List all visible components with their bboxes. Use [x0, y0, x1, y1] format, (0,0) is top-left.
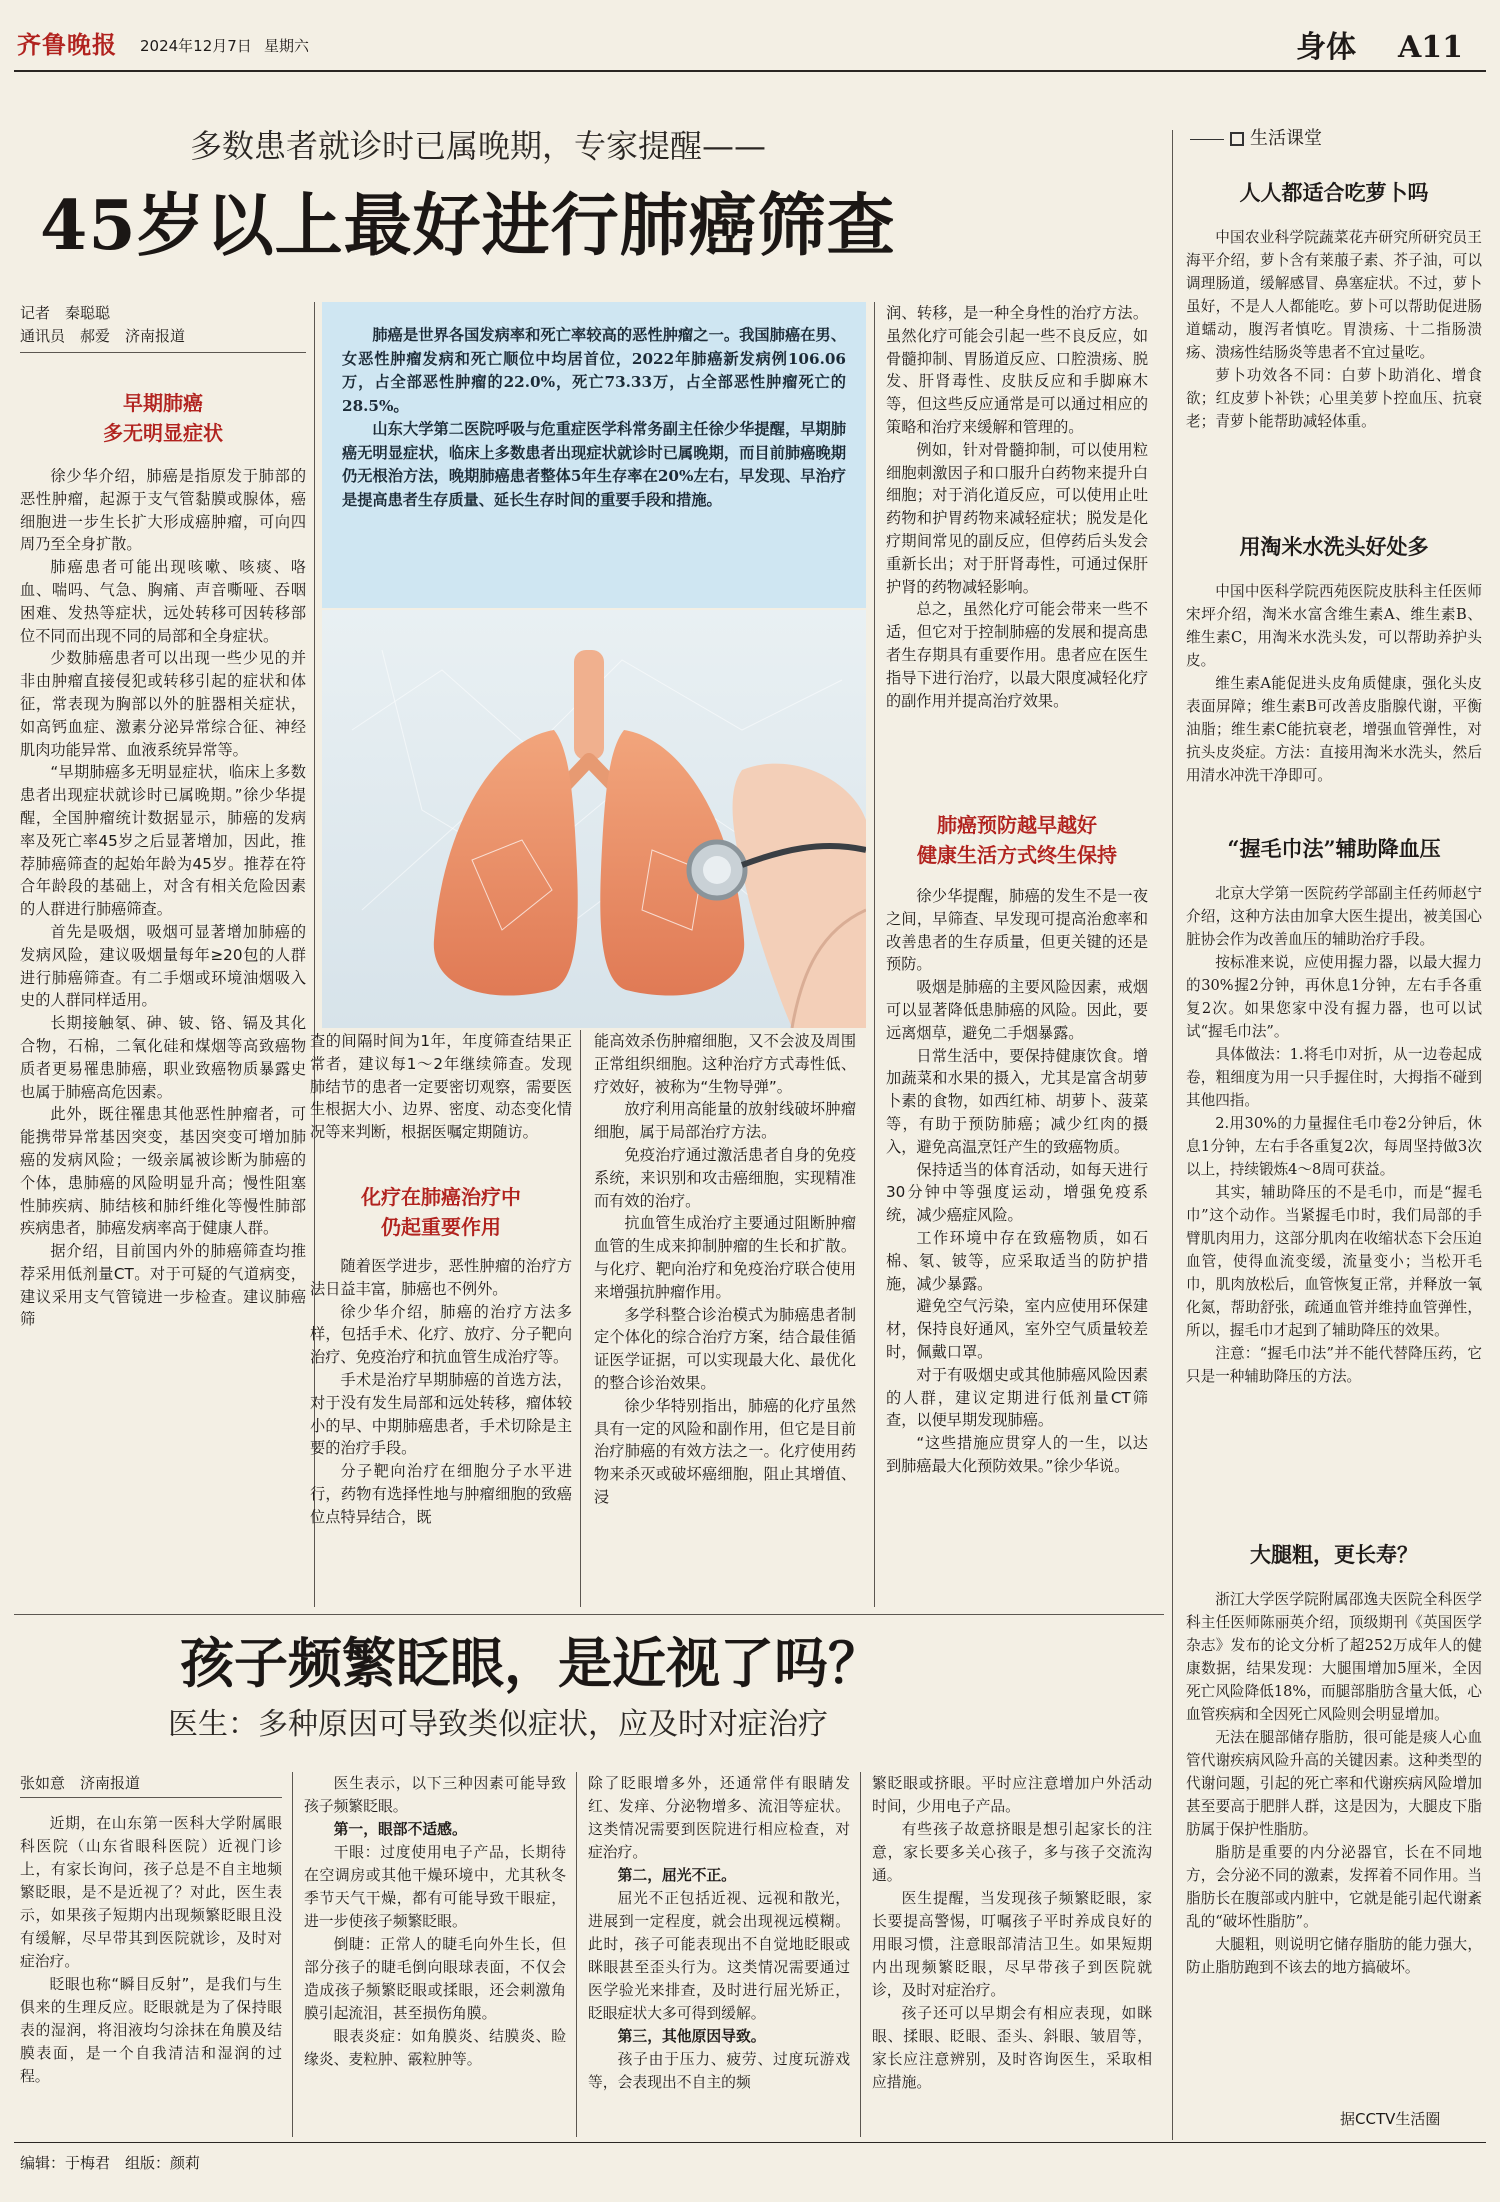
sidebar-divider: [1172, 130, 1173, 2140]
paragraph: 繁眨眼或挤眼。平时应注意增加户外活动时间，少用电子产品。: [872, 1775, 1152, 1815]
subhead-line: 肺癌预防越早越好: [937, 813, 1097, 837]
article1-column-2: [310, 1030, 572, 1144]
sidebar-item-radish: [1186, 226, 1482, 433]
sidebar-source: 据CCTV生活圈: [1340, 2110, 1441, 2128]
article2-column-2: [304, 1772, 566, 2071]
issue-date: 2024年12月7日: [140, 37, 252, 55]
paragraph: 维生素A能促进头皮角质健康，强化头皮表面屏障；维生素B可改善皮脂腺代谢，平衡油脂；维生素C能抗衰老，增强血管弹性，对抗头皮炎症。方法：直接用淘米水洗头，然后用清水冲洗干净即可。: [1186, 675, 1482, 784]
section-name: 身体: [1296, 30, 1356, 65]
sidebar-title-rice-water: 用淘米水洗头好处多: [1239, 534, 1429, 559]
article1-headline: 45岁以上最好进行肺癌筛查: [40, 186, 896, 266]
subhead-chemotherapy: [310, 1182, 572, 1242]
subhead-line: 多无明显症状: [103, 421, 223, 445]
article1-column-3: [594, 1030, 856, 1509]
sidebar-item-thick-thighs: [1186, 1588, 1482, 1979]
paragraph: 无法在腿部储存脂肪，很可能是痰人心血管代谢疾病风险升高的关键因素。这种类型的代谢问题，引起的死亡率和代谢疾病风险增加甚至要高于肥胖人群，这是因为，大腿皮下脂肪属于保护性脂肪。: [1186, 1729, 1482, 1838]
paragraph: 长期接触氡、砷、铍、铬、镉及其化合物，石棉，二氧化硅和煤烟等高致癌物质者更易罹患肺癌，职业致癌物质暴露史也属于肺癌高危因素。: [20, 1014, 306, 1101]
paragraph: 倒睫：正常人的睫毛向外生长，但部分孩子的睫毛倒向眼球表面，不仅会造成孩子频繁眨眼或揉眼，还会刺激角膜引起流泪，甚至损伤角膜。: [304, 1936, 566, 2022]
paragraph: 能高效杀伤肿瘤细胞，又不会波及周围正常组织细胞。这种治疗方式毒性低、疗效好，被称为“生物导弹”。: [594, 1032, 856, 1096]
paragraph: 徐少华介绍，肺癌的治疗方法多样，包括手术、化疗、放疗、分子靶向治疗、免疫治疗和抗血管生成治疗等。: [310, 1302, 572, 1367]
paragraph: 据介绍，目前国内外的肺癌筛查均推荐采用低剂量CT。对于可疑的气道病变，建议采用支气管镜进一步检查。建议肺癌筛: [20, 1242, 306, 1329]
paragraph: 放疗利用高能量的放射线破坏肿瘤细胞，属于局部治疗方法。: [594, 1100, 856, 1142]
sidebar-title-towel-grip: “握毛巾法”辅助降血压: [1227, 836, 1441, 861]
paragraph: 浙江大学医学院附属邵逸夫医院全科医学科主任医师陈丽英介绍，顶级期刊《英国医学杂志》发布的论文分析了超252万成年人的健康数据，结果发现：大腿围增加5厘米，全因死亡风险降低18%，而腿部脂肪含量大低，心血管疾病和全因死亡风险则会明显增加。: [1186, 1591, 1482, 1723]
article2-column-3: [588, 1772, 850, 2094]
sidebar-label-rule: [1190, 139, 1224, 140]
paragraph: 手术是治疗早期肺癌的首选方法，对于没有发生局部和远处转移，瘤体较小的早、中期肺癌患者，手术切除是主要的治疗手段。: [310, 1370, 572, 1458]
paragraph: 孩子还可以早期会有相应表现，如眯眼、揉眼、眨眼、歪头、斜眼、皱眉等，家长应注意辨别，及时咨询医生，采取相应措施。: [872, 2005, 1152, 2091]
paragraph: 润、转移，是一种全身性的治疗方法。虽然化疗可能会引起一些不良反应，如骨髓抑制、胃肠道反应、口腔溃疡、脱发、肝肾毒性、皮肤反应和手脚麻木等，但这些反应通常是可以通过相应的策略和治疗来缓解和管理的。: [886, 304, 1148, 436]
column-divider: [292, 1772, 293, 2137]
sidebar-label: [1190, 128, 1322, 150]
paragraph: 保持适当的体育活动，如每天进行30分钟中等强度运动，增强免疫系统，减少癌症风险。: [886, 1160, 1148, 1225]
paragraph: 中国中医科学院西苑医院皮肤科主任医师宋坪介绍，淘米水富含维生素A、维生素B、维生素C，用淘米水洗头发，可以帮助养护头皮。: [1186, 583, 1482, 669]
footer-rule: [14, 2142, 1486, 2143]
paragraph: 避免空气污染，室内应使用环保建材，保持良好通风，室外空气质量较差时，佩戴口罩。: [886, 1297, 1148, 1361]
article2-column-4: [872, 1772, 1152, 2094]
paragraph: 近期，在山东第一医科大学附属眼科医院（山东省眼科医院）近视门诊上，有家长询问，孩子总是不自主地频繁眨眼，是不是近视了？对此，医生表示，如果孩子短期内出现频繁眨眼且没有缓解，尽早带其到医院就诊，及时对症治疗。: [20, 1815, 282, 1970]
square-icon: [1230, 132, 1244, 146]
paragraph: 随着医学进步，恶性肿瘤的治疗方法日益丰富，肺癌也不例外。: [310, 1257, 572, 1298]
paragraph: 眨眼也称“瞬目反射”，是我们与生俱来的生理反应。眨眼就是为了保持眼表的湿润，将泪液均匀涂抹在角膜及结膜表面，是一个自我清洁和湿润的过程。: [20, 1976, 282, 2085]
article2-column-1: [20, 1812, 282, 2088]
column-divider: [580, 1030, 581, 1607]
paragraph: 查的间隔时间为1年，年度筛查结果正常者，建议每1～2年继续筛查。发现肺结节的患者一定要密切观察，需要医生根据大小、边界、密度、动态变化情况等来判断，根据医嘱定期随访。: [310, 1032, 572, 1142]
masthead-logo: 齐鲁晚报: [17, 30, 117, 59]
paragraph: 北京大学第一医院药学部副主任药师赵宁介绍，这种方法由加拿大医生提出，被美国心脏协会作为改善血压的辅助治疗手段。: [1186, 885, 1482, 948]
paragraph: 具体做法：1.将毛巾对折，从一边卷起成卷，粗细度为用一只手握住时，大拇指不碰到其他四指。: [1186, 1046, 1482, 1109]
paragraph: 有些孩子故意挤眼是想引起家长的注意，家长要多关心孩子，多与孩子交流沟通。: [872, 1821, 1152, 1884]
intro-box: [322, 302, 866, 608]
paragraph: 徐少华介绍，肺癌是指原发于肺部的恶性肿瘤，起源于支气管黏膜或腺体，癌细胞进一步生长扩大形成癌肿瘤，可向四周乃至全身扩散。: [20, 467, 306, 554]
paragraph: 萝卜功效各不同：白萝卜助消化、增食欲；红皮萝卜补铁；心里美萝卜控血压、抗衰老；青萝卜能帮助减轻体重。: [1186, 367, 1482, 430]
paragraph: 大腿粗，则说明它储存脂肪的能力强大，防止脂肪跑到不该去的地方搞破坏。: [1186, 1936, 1482, 1976]
trachea-shape: [574, 650, 604, 760]
paragraph: 对于有吸烟史或其他肺癌风险因素的人群，建议定期进行低剂量CT筛查，以便早期发现肺癌。: [886, 1365, 1148, 1430]
paragraph-subheading: 第二，屈光不正。: [617, 1867, 736, 1884]
paragraph: 免疫治疗通过激活患者自身的免疫系统，来识别和攻击癌细胞，实现精准而有效的治疗。: [594, 1145, 856, 1210]
header-rule: [14, 70, 1486, 72]
paragraph: 吸烟是肺癌的主要风险因素，戒烟可以显著降低患肺癌的风险。因此，要远离烟草，避免二手烟暴露。: [886, 978, 1148, 1042]
paragraph: 除了眨眼增多外，还通常伴有眼睛发红、发痒、分泌物增多、流泪等症状。这类情况需要到医院进行相应检查，对症治疗。: [588, 1775, 850, 1861]
paragraph: 屈光不正包括近视、远视和散光，进展到一定程度，就会出现视远模糊。此时，孩子可能表现出不自觉地眨眼或眯眼甚至歪头行为。这类情况需要通过医学验光来排查，及时进行屈光矫正，眨眼症状大多可得到缓解。: [588, 1890, 850, 2022]
paragraph: 干眼：过度使用电子产品，长期待在空调房或其他干燥环境中，尤其秋冬季节天气干燥，都有可能导致干眼症，进一步使孩子频繁眨眼。: [304, 1844, 566, 1930]
paragraph: 徐少华提醒，肺癌的发生不是一夜之间，早筛查、早发现可提高治愈率和改善患者的生存质量，但更关键的还是预防。: [886, 887, 1148, 974]
column-divider: [874, 302, 875, 1607]
intro-paragraph: 肺癌是世界各国发病率和死亡率较高的恶性肿瘤之一。我国肺癌在男、女恶性肿瘤发病和死亡顺位中均居首位，2022年肺癌新发病例106.06万，占全部恶性肿瘤的22.0%，死亡73.33万，占全部恶性肿瘤死亡的28.5%。: [342, 326, 846, 415]
sidebar-title-radish: 人人都适合吃萝卜吗: [1239, 180, 1429, 205]
paragraph: 总之，虽然化疗可能会带来一些不适，但它对于控制肺癌的发展和提高患者生存期具有重要作用。患者应在医生指导下进行治疗，以最大限度减轻化疗的副作用并提高治疗效果。: [886, 600, 1148, 710]
paragraph: 2.用30%的力量握住毛巾卷2分钟后，休息1分钟，左右手各重复2次，每周坚持做3次以上，持续锻炼4～8周可获益。: [1186, 1115, 1482, 1178]
paragraph: 少数肺癌患者可以出现一些少见的并非由肿瘤直接侵犯或转移引起的症状和体征，常表现为胸部以外的脏器相关症状，如高钙血症、激素分泌异常综合征、神经肌肉功能异常、血液系统异常等。: [20, 649, 306, 759]
column-divider: [860, 1772, 861, 2137]
lung-stethoscope-illustration: [322, 610, 866, 1028]
footer-credits: 编辑：于梅君 组版：颜莉: [20, 2154, 201, 2172]
article1-kicker: 多数患者就诊时已属晚期，专家提醒——: [190, 127, 767, 165]
sidebar-item-rice-water: [1186, 580, 1482, 787]
paragraph: 徐少华特别指出，肺癌的化疗虽然具有一定的风险和副作用，但它是目前治疗肺癌的有效方法之一。化疗使用药物来杀灭或破坏癌细胞，阻止其增值、浸: [594, 1396, 856, 1506]
article1-column-1: [20, 465, 306, 1331]
byline-rule: [20, 352, 306, 353]
paragraph: “这些措施应贯穿人的一生，以达到肺癌最大化预防效果。”徐少华说。: [886, 1434, 1148, 1475]
paragraph: 多学科整合诊治模式为肺癌患者制定个体化的综合治疗方案，结合最佳循证医学证据，可以实现最大化、最优化的整合诊治效果。: [594, 1305, 856, 1392]
paragraph: 注意：“握毛巾法”并不能代替降压药，它只是一种辅助降压的方法。: [1186, 1345, 1482, 1385]
paragraph-subheading: 第三，其他原因导致。: [617, 2028, 766, 2045]
article2-headline: 孩子频繁眨眼，是近视了吗？: [180, 1631, 882, 1695]
page-number: A11: [1398, 30, 1464, 65]
subhead-prevention: [886, 810, 1148, 870]
issue-weekday: 星期六: [264, 37, 310, 55]
sidebar-title-thick-thighs: 大腿粗，更长寿？: [1250, 1542, 1418, 1567]
doctor-hand-shape: [733, 764, 866, 1028]
article1-column-4: [886, 302, 1148, 712]
paragraph: 工作环境中存在致癌物质，如石棉、氡、铍等，应采取适当的防护措施，减少暴露。: [886, 1228, 1148, 1293]
paragraph: 分子靶向治疗在细胞分子水平进行，药物有选择性地与肿瘤细胞的致癌位点特异结合，既: [310, 1462, 572, 1526]
paragraph: 其实，辅助降压的不是毛巾，而是“握毛巾”这个动作。当紧握毛巾时，我们局部的手臂肌肉用力，这部分肌肉在收缩状态下会压迫血管，使得血流变缓，流量变小；当松开毛巾，肌肉放松后，血管恢复正常，并释放一氧化氮，帮助舒张，疏通血管并维持血管弹性，所以，握毛巾才起到了辅助降压的效果。: [1186, 1184, 1482, 1339]
paragraph: 首先是吸烟，吸烟可显著增加肺癌的发病风险，建议吸烟量每年≥20包的人群进行肺癌筛查。有二手烟或环境油烟吸入史的人群同样适用。: [20, 922, 306, 1010]
paragraph: 中国农业科学院蔬菜花卉研究所研究员王海平介绍，萝卜含有莱菔子素、芥子油，可以调理肠道，缓解感冒、鼻塞症状。不过，萝卜虽好，不是人人都能吃。萝卜可以帮助促进肠道蠕动，腹泻者慎吃。胃溃疡、十二指肠溃疡、溃疡性结肠炎等患者不宜过量吃。: [1186, 229, 1482, 361]
paragraph: 医生提醒，当发现孩子频繁眨眼，家长要提高警惕，叮嘱孩子平时养成良好的用眼习惯，注意眼部清洁卫生。如果短期内出现频繁眨眼，尽早带孩子到医院就诊，及时对症治疗。: [872, 1890, 1152, 1999]
subhead-early-lung-cancer: [20, 388, 306, 448]
intro-paragraph: 山东大学第二医院呼吸与危重症医学科常务副主任徐少华提醒，早期肺癌无明显症状，临床上多数患者出现症状就诊时已属晚期，而目前肺癌晚期仍无根治方法，晚期肺癌患者整体5年生存率在20%左右，早发现、早治疗是提高患者生存质量、延长生存时间的重要手段和措施。: [342, 420, 846, 509]
paragraph: 按标准来说，应使用握力器，以最大握力的30%握2分钟，再休息1分钟，左右手各重复2次。如果您家中没有握力器，也可以试试“握毛巾法”。: [1186, 954, 1482, 1040]
article1-byline-correspondent: 通讯员 郝爱 济南报道: [20, 327, 186, 345]
article2-subhead: 医生：多种原因可导致类似症状，应及时对症治疗: [168, 1707, 828, 1742]
paragraph: 脂肪是重要的内分泌器官，长在不同地方，会分泌不同的激素，发挥着不同作用。当脂肪长在腹部或内脏中，它就是能引起代谢紊乱的“破坏性脂肪”。: [1186, 1844, 1482, 1930]
sidebar-item-towel-grip: [1186, 882, 1482, 1388]
paragraph: 日常生活中，要保持健康饮食。增加蔬菜和水果的摄入，尤其是富含胡萝卜素的食物，如西红柿、胡萝卜、菠菜等，有助于预防肺癌；减少红肉的摄入，避免高温烹饪产生的致癌物质。: [886, 1046, 1148, 1156]
paragraph: 眼表炎症：如角膜炎、结膜炎、睑缘炎、麦粒肿、霰粒肿等。: [304, 2028, 566, 2068]
paragraph-subheading: 第一，眼部不适感。: [333, 1821, 467, 1838]
paragraph: 肺癌患者可能出现咳嗽、咳痰、咯血、喘吗、气急、胸痛、声音嘶哑、吞咽困难、发热等症状，远处转移可因转移部位不同而出现不同的局部和全身症状。: [20, 558, 306, 645]
article2-byline: 张如意 济南报道: [20, 1774, 141, 1792]
paragraph: 此外，既往罹患其他恶性肿瘤者，可能携带异常基因突变，基因突变可增加肺癌的发病风险；一级亲属被诊断为肺癌的个体，患肺癌的风险明显升高；慢性阻塞性肺疾病、肺结核和肺纤维化等慢性肺部疾病患者，肺癌发病率高于健康人群。: [20, 1105, 306, 1238]
paragraph: 例如，针对骨髓抑制，可以使用粒细胞刺激因子和口服升白药物来提升白细胞；对于消化道反应，可以使用止吐药物和护胃药物来减轻症状；脱发是化疗期间常见的副反应，但停药后头发会重新长出；对于肝肾毒性，可通过保肝护肾的药物减轻影响。: [886, 440, 1148, 596]
subhead-line: 健康生活方式终生保持: [917, 843, 1117, 867]
article1-column-2b: [310, 1255, 572, 1529]
paragraph: 孩子由于压力、疲劳、过度玩游戏等，会表现出不自主的频: [588, 2051, 850, 2091]
paragraph: 抗血管生成治疗主要通过阻断肿瘤血管的生成来抑制肿瘤的生长和扩散。与化疗、靶向治疗和免疫治疗联合使用来增强抗肿瘤作用。: [594, 1214, 856, 1301]
article1-byline-reporter: 记者 秦聪聪: [20, 304, 111, 322]
byline-rule: [20, 1797, 282, 1798]
paragraph: “早期肺癌多无明显症状，临床上多数患者出现症状就诊时已属晚期。”徐少华提醒，全国肿瘤统计数据显示，肺癌的发病率及死亡率45岁之后显著增加，因此，推荐肺癌筛查的起始年龄为45岁。推荐在符合年龄段的基础上，对含有相关危险因素的人群进行肺癌筛查。: [20, 763, 306, 919]
subhead-line: 仍起重要作用: [381, 1215, 501, 1239]
sidebar-label-text: 生活课堂: [1250, 128, 1322, 149]
subhead-line: 早期肺癌: [123, 391, 203, 415]
article1-column-4b: [886, 885, 1148, 1478]
subhead-line: 化疗在肺癌治疗中: [361, 1185, 521, 1209]
section-rule: [14, 1614, 1164, 1615]
paragraph: 医生表示，以下三种因素可能导致孩子频繁眨眼。: [304, 1775, 566, 1815]
column-divider: [576, 1772, 577, 2137]
left-lung-shape: [434, 730, 578, 996]
